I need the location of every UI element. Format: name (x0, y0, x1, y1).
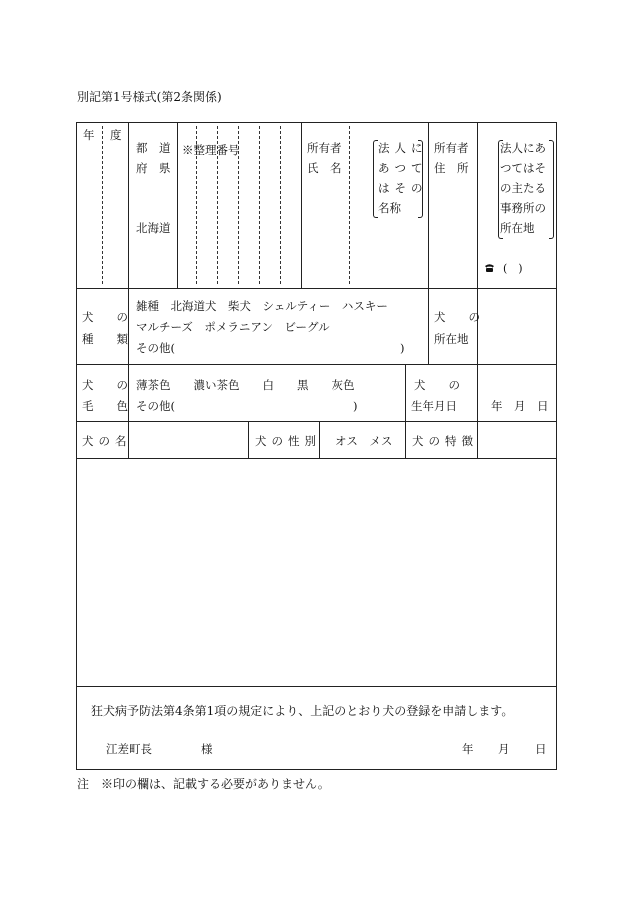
addr-bracket-right (549, 140, 554, 239)
corp-addr-1: 法人にあ (500, 141, 546, 155)
dog-sex-options: オス メス (335, 434, 393, 448)
color-other-close: ) (353, 399, 358, 413)
phone-icon (484, 263, 495, 273)
breed-other-close: ) (400, 341, 405, 355)
owner-addr-label-1: 所有者 (434, 141, 469, 155)
color-other: その他( (136, 399, 175, 413)
breed-label-2: 種 類 (82, 332, 128, 346)
owner-name-label-2: 氏 名 (307, 161, 342, 175)
color-label-2: 毛 色 (82, 399, 128, 413)
seiri-label: ※整理番号 (182, 143, 240, 157)
dog-features-label: 犬の特徴 (412, 434, 478, 448)
owner-name-label-1: 所有者 (307, 141, 342, 155)
location-label-1: 犬 の (434, 310, 480, 324)
corp-name-4: 名称 (378, 201, 401, 215)
dog-sex-label: 犬の性別 (255, 434, 321, 448)
owner-addr-label-2: 住 所 (434, 161, 469, 175)
year-label-2: 度 (110, 128, 122, 142)
corp-addr-4: 事務所の (500, 201, 546, 215)
phone-parens: ( ) (503, 262, 523, 275)
footnote: 注 ※印の欄は、記載する必要がありません。 (77, 777, 330, 791)
decl-day: 日 (535, 742, 547, 756)
breeds-line-1: 雑種 北海道犬 柴犬 シェルティー ハスキー (136, 299, 388, 313)
corp-name-1: 法人に (378, 141, 428, 155)
breeds-line-2: マルチーズ ポメラニアン ビーグル (136, 320, 330, 334)
dog-name-label: 犬の名 (82, 434, 132, 448)
pref-value: 北海道 (136, 221, 171, 235)
birth-label-2: 生年月日 (411, 399, 457, 413)
pref-label-2: 府 県 (136, 161, 171, 175)
corp-name-3: はその (378, 181, 428, 195)
color-label-1: 犬 の (82, 378, 128, 392)
declaration-text: 狂犬病予防法第4条第1項の規定により、上記のとおり犬の登録を申請します。 (91, 704, 514, 718)
year-label-1: 年 (83, 128, 95, 142)
decl-month: 月 (498, 742, 510, 756)
colors-line-1: 薄茶色 濃い茶色 白 黒 灰色 (136, 378, 355, 392)
corp-name-2: あつて (378, 161, 428, 175)
pref-label-1: 都 道 (136, 141, 171, 155)
corp-addr-2: つてはそ (500, 161, 546, 175)
form-title: 別記第1号様式(第2条関係) (77, 90, 222, 104)
addressee-sama: 様 (201, 742, 213, 756)
birth-date: 年 月 日 (491, 399, 549, 413)
breed-other: その他( (136, 341, 175, 355)
breed-label-1: 犬 の (82, 310, 128, 324)
addressee: 江差町長 (106, 742, 152, 756)
location-label-2: 所在地 (434, 332, 469, 346)
decl-year: 年 (462, 742, 474, 756)
corp-addr-3: の主たる (500, 181, 546, 195)
birth-label-1: 犬 の (414, 378, 460, 392)
corp-addr-5: 所在地 (500, 221, 535, 235)
